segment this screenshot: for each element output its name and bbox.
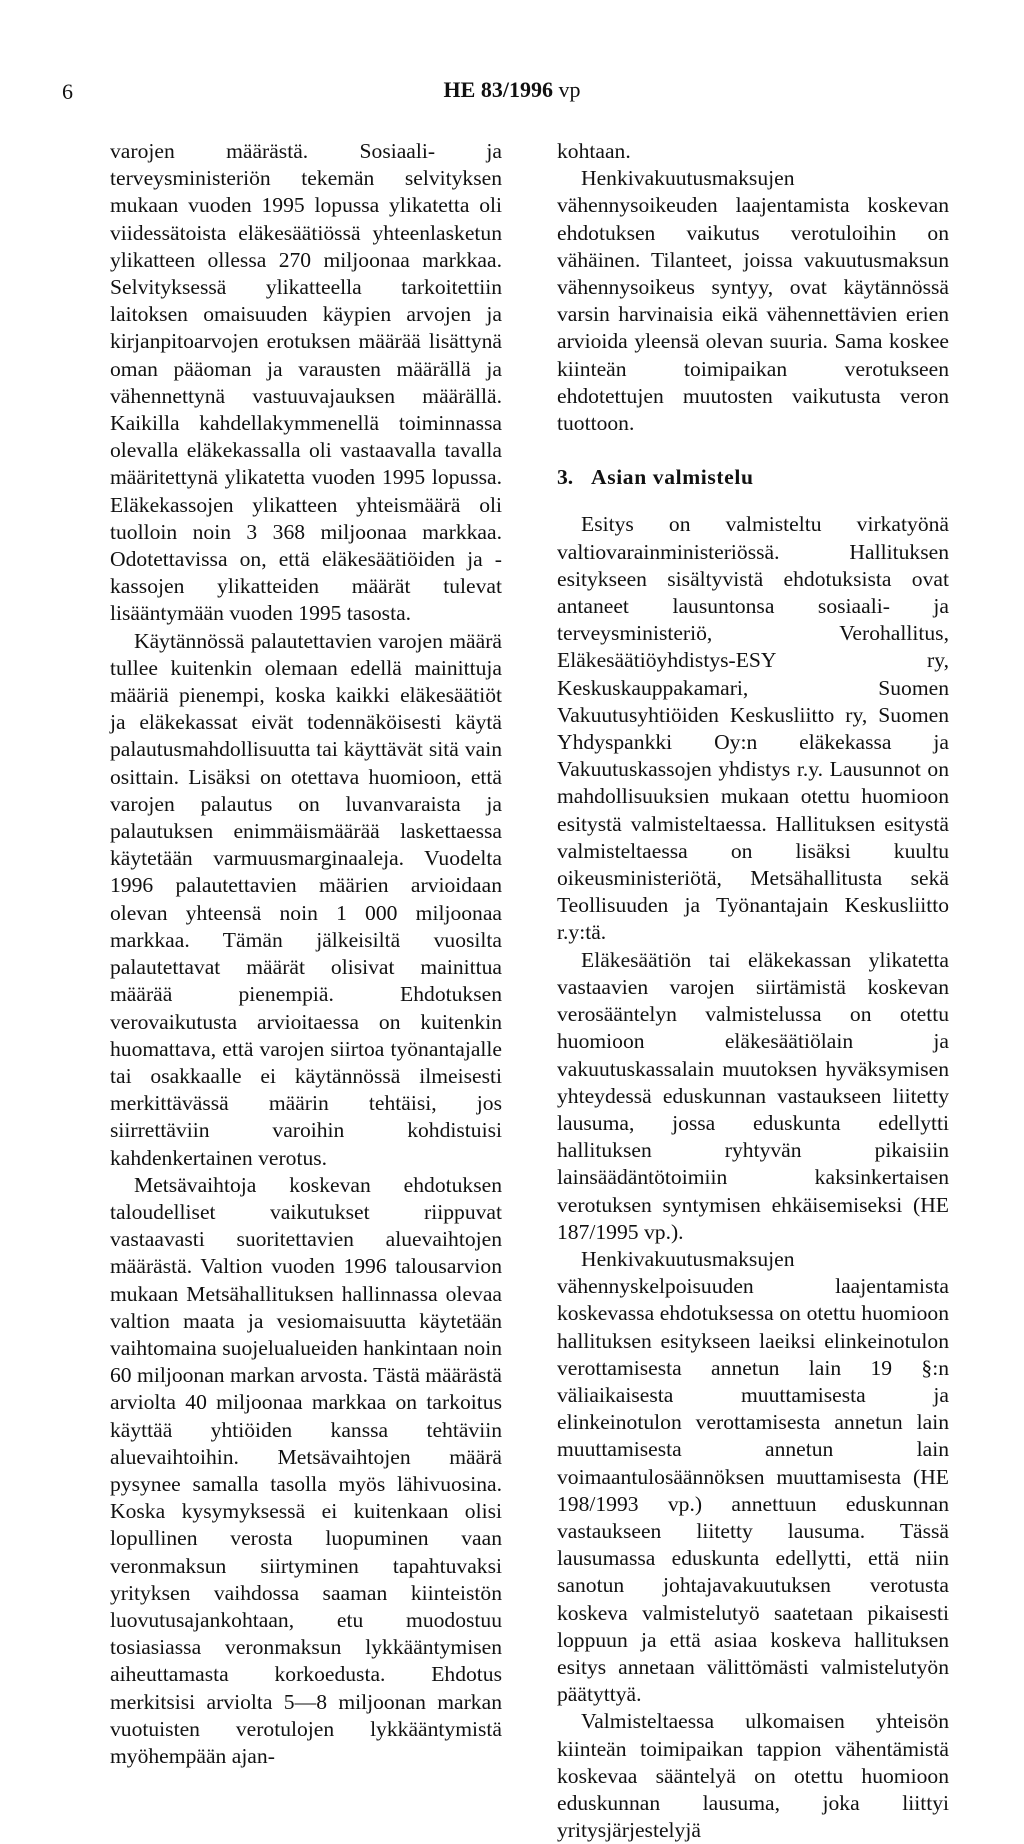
paragraph: Esitys on valmisteltu virkatyönä valtiovarainministeriössä. Hallituksen esitykseen sisältyvistä ehdotuksista ovat antaneet lausuntonsa sosiaali- ja terveysministeriö, Verohallitus, Eläkesäätiöyhdistys-ESY ry, Keskuskauppakamari, Suomen Vakuutusyhtiöiden Keskusliitto ry, Suomen Yhdyspankki Oy:n eläkekassa ja Vakuutuskassojen yhdistys r.y. Lausunnot on mahdollisuuksien mukaan otettu huomioon esitystä valmisteltaessa. Hallituksen esitystä valmisteltaessa on lisäksi kuultu oikeusministeriötä, Metsähallitusta sekä Teollisuuden ja Työnantajain Keskusliitto r.y:tä.	[557, 512, 949, 945]
left-column	[110, 138, 502, 1770]
section-heading	[557, 464, 949, 491]
paragraph: Valmisteltaessa ulkomaisen yhteisön kiinteän toimipaikan tappion vähentämistä koskevaa sääntelyä on otettu huomioon eduskunnan lausuma, joka liittyi yritysjärjestelyjä	[557, 1709, 949, 1843]
right-column	[557, 138, 949, 1844]
paragraph: varojen määrästä. Sosiaali- ja terveysministeriön tekemän selvityksen mukaan vuoden 1995 lopussa ylikatetta oli viidessätoista eläkesäätiössä yhteenlasketun ylikatteen ollessa 270 miljoonaa markkaa. Selvityksessä ylikatteella tarkoitettiin laitoksen omaisuuden käypien arvojen ja kirjanpitoarvojen erotuksen määrää lisättynä oman pääoman ja varausten määrällä ja vähennettynä vastuuvajauksen määrällä. Kaikilla kahdellakymmenellä toiminnassa olevalla eläkekassalla oli vastaavalla tavalla määritettynä ylikatetta vuoden 1995 lopussa. Eläkekassojen ylikatteen yhteismäärä oli tuolloin noin 3 368 miljoonaa markkaa. Odotettavissa on, että eläkesäätiöiden ja -kassojen ylikatteiden määrät tulevat lisääntymään vuoden 1995 tasosta.	[110, 139, 502, 626]
paragraph: Metsävaihtoja koskevan ehdotuksen taloudelliset vaikutukset riippuvat vastaavasti suoritettavien aluevaihtojen määrästä. Valtion vuoden 1996 talousarvion mukaan Metsähallituksen hallinnassa olevaa valtion maata ja vesiomaisuutta käytetään vaihtomaina suojelualueiden hankintaan noin 60 miljoonan markan arvosta. Tästä määrästä arviolta 40 miljoonaa markkaa on tarkoitus käyttää yhtiöiden kanssa tehtäviin aluevaihtoihin. Metsävaihtojen määrä pysynee samalla tasolla myös lähivuosina. Koska kysymyksessä ei kuitenkaan olisi lopullinen verosta luopuminen vaan veronmaksun siirtyminen tapahtuvaksi yrityksen vaihdossa saaman kiinteistön luovutusajankohtaan, etu muodostuu tosiasiassa veronmaksun lykkääntymisen aiheuttamasta korkoedusta. Ehdotus merkitsisi arviolta 5—8 miljoonan markan vuotuisten verotulojen lykkääntymistä myöhempään ajan-	[110, 1172, 502, 1768]
running-head	[0, 78, 1024, 102]
document-id: HE 83/1996	[443, 77, 553, 102]
paragraph: kohtaan.	[557, 139, 631, 163]
paragraph: Henkivakuutusmaksujen vähennyskelpoisuuden laajentamista koskevassa ehdotuksessa on otettu huomioon hallituksen esitykseen laeiksi elinkeinotulon verottamisesta annetun lain 19 §:n väliaikaisesta muuttamisesta ja elinkeinotulon verottamisesta annetun lain muuttamisesta annetun lain voimaantulosäännöksen muuttamisesta (HE 198/1993 vp.) annettuun eduskunnan vastaukseen liitetty lausuma. Tässä lausumassa eduskunta edellytti, että niin sanotun johtajavakuutuksen verotusta koskeva valmistelutyö saatetaan pikaisesti loppuun ja että asiaa koskeva hallituksen esitys annetaan välittömästi valmistelutyön päätyttyä.	[557, 1246, 949, 1707]
page-number: 6	[62, 79, 73, 104]
document-suffix: vp	[558, 77, 581, 102]
section-number: 3.	[557, 465, 574, 490]
section-title: Asian valmistelu	[591, 465, 754, 490]
paragraph: Eläkesäätiön tai eläkekassan ylikatetta vastaavien varojen siirtämistä koskevan verosääntelyn valmistelussa on otettu huomioon eläkesäätiölain ja vakuutuskassalain muutoksen hyväksymisen yhteydessä eduskunnan vastaukseen liitetty lausuma, jossa eduskunta edellytti hallituksen ryhtyvän pikaisiin lainsäädäntötoimiin kaksinkertaisen verotuksen syntymisen ehkäisemiseksi (HE 187/1995 vp.).	[557, 947, 949, 1244]
paragraph: Käytännössä palautettavien varojen määrä tullee kuitenkin olemaan edellä mainittuja määriä pienempi, koska kaikki eläkesäätiöt ja eläkekassat eivät todennäköisesti käytä palautusmahdollisuutta tai käyttävät sitä vain osittain. Lisäksi on otettava huomioon, että varojen palautus on luvanvaraista ja palautuksen enimmäismäärää laskettaessa käytetään varmuusmarginaaleja. Vuodelta 1996 palautettavien määrien arvioidaan olevan yhteensä noin 1 000 miljoonaa markkaa. Tämän jälkeisiltä vuosilta palautettavat määrät olisivat mainittua määrää pienempiä. Ehdotuksen verovaikutusta arvioitaessa on kuitenkin huomattava, että varojen siirtoa työnantajalle tai osakkaalle ei käytännössä ilmeisesti merkittävässä määrin tehtäisi, jos siirrettäviin varoihin kohdistuisi kahdenkertainen verotus.	[110, 628, 502, 1170]
paragraph: Henkivakuutusmaksujen vähennysoikeuden laajentamista koskevan ehdotuksen vaikutus verotuloihin on vähäinen. Tilanteet, joissa vakuutusmaksun vähennysoikeus syntyy, ovat käytännössä varsin harvinaisia eikä vähennettävien erien arvioida yleensä olevan suuria. Sama koskee kiinteän toimipaikan verotukseen ehdotettujen muutosten vaikutusta veron tuottoon.	[557, 166, 949, 436]
